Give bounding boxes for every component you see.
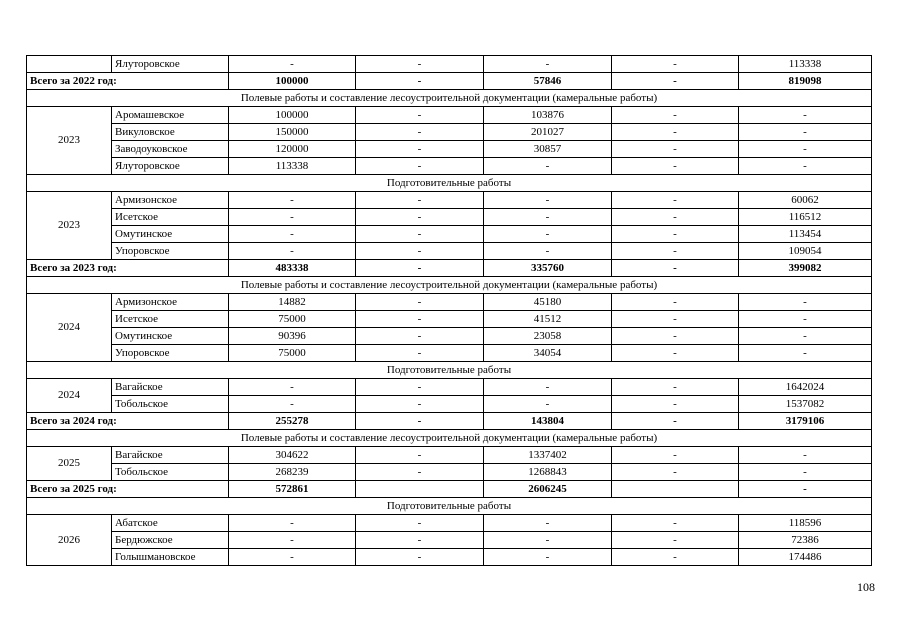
table-row bbox=[27, 379, 872, 396]
section-title: Подготовительные работы bbox=[27, 175, 872, 192]
value-cell: - bbox=[356, 447, 484, 464]
district-name: Викуловское bbox=[112, 124, 229, 141]
value-cell: - bbox=[356, 294, 484, 311]
value-cell: - bbox=[484, 515, 612, 532]
value-cell: 1268843 bbox=[484, 464, 612, 481]
value-cell: - bbox=[356, 141, 484, 158]
value-cell: 268239 bbox=[229, 464, 356, 481]
table-row bbox=[27, 345, 872, 362]
value-cell: - bbox=[612, 515, 739, 532]
district-name: Голышмановское bbox=[112, 549, 229, 566]
value-cell: - bbox=[356, 243, 484, 260]
district-name: Омутинское bbox=[112, 328, 229, 345]
value-cell: 30857 bbox=[484, 141, 612, 158]
district-name: Бердюжское bbox=[112, 532, 229, 549]
district-name: Армизонское bbox=[112, 294, 229, 311]
section-title: Полевые работы и составление лесоустроительной документации (камеральные работы) bbox=[27, 90, 872, 107]
total-value: - bbox=[739, 481, 872, 498]
section-title: Подготовительные работы bbox=[27, 498, 872, 515]
value-cell: - bbox=[612, 294, 739, 311]
section-header-row bbox=[27, 175, 872, 192]
value-cell: 90396 bbox=[229, 328, 356, 345]
value-cell: 150000 bbox=[229, 124, 356, 141]
value-cell: 75000 bbox=[229, 311, 356, 328]
table-row bbox=[27, 192, 872, 209]
district-name: Абатское bbox=[112, 515, 229, 532]
section-title: Полевые работы и составление лесоустроительной документации (камеральные работы) bbox=[27, 277, 872, 294]
value-cell: 113338 bbox=[739, 56, 872, 73]
value-cell: 120000 bbox=[229, 141, 356, 158]
table-row bbox=[27, 311, 872, 328]
value-cell: - bbox=[612, 532, 739, 549]
value-cell: - bbox=[612, 464, 739, 481]
value-cell: 103876 bbox=[484, 107, 612, 124]
district-name: Ялуторовское bbox=[112, 158, 229, 175]
value-cell: - bbox=[356, 209, 484, 226]
value-cell: - bbox=[484, 396, 612, 413]
value-cell: - bbox=[612, 209, 739, 226]
value-cell: 45180 bbox=[484, 294, 612, 311]
value-cell: - bbox=[484, 549, 612, 566]
value-cell: - bbox=[612, 549, 739, 566]
value-cell: 41512 bbox=[484, 311, 612, 328]
district-name: Вагайское bbox=[112, 379, 229, 396]
value-cell: - bbox=[484, 226, 612, 243]
value-cell: - bbox=[484, 209, 612, 226]
value-cell: - bbox=[484, 56, 612, 73]
value-cell: - bbox=[484, 158, 612, 175]
value-cell: - bbox=[739, 107, 872, 124]
district-name: Тобольское bbox=[112, 464, 229, 481]
value-cell: - bbox=[484, 379, 612, 396]
total-value: 2606245 bbox=[484, 481, 612, 498]
section-header-row bbox=[27, 90, 872, 107]
value-cell: - bbox=[229, 243, 356, 260]
value-cell: - bbox=[612, 345, 739, 362]
total-value: 255278 bbox=[229, 413, 356, 430]
table-row bbox=[27, 549, 872, 566]
value-cell: - bbox=[356, 192, 484, 209]
district-name: Ялуторовское bbox=[112, 56, 229, 73]
district-name: Упоровское bbox=[112, 243, 229, 260]
value-cell: - bbox=[612, 447, 739, 464]
section-header-row bbox=[27, 430, 872, 447]
total-value: 100000 bbox=[229, 73, 356, 90]
district-name: Вагайское bbox=[112, 447, 229, 464]
total-row bbox=[27, 73, 872, 90]
section-header-row bbox=[27, 277, 872, 294]
value-cell: - bbox=[612, 328, 739, 345]
value-cell: - bbox=[356, 328, 484, 345]
year-cell: 2025 bbox=[27, 447, 112, 481]
year-cell bbox=[27, 56, 112, 73]
value-cell: - bbox=[612, 158, 739, 175]
table-row bbox=[27, 447, 872, 464]
section-header-row bbox=[27, 362, 872, 379]
value-cell: - bbox=[739, 141, 872, 158]
value-cell: - bbox=[356, 56, 484, 73]
value-cell: - bbox=[612, 379, 739, 396]
value-cell: - bbox=[612, 107, 739, 124]
value-cell: - bbox=[739, 447, 872, 464]
value-cell: - bbox=[612, 226, 739, 243]
value-cell: - bbox=[356, 124, 484, 141]
value-cell: - bbox=[484, 532, 612, 549]
value-cell: - bbox=[484, 243, 612, 260]
value-cell: - bbox=[739, 294, 872, 311]
table-row bbox=[27, 209, 872, 226]
value-cell: 1537082 bbox=[739, 396, 872, 413]
total-value: - bbox=[612, 73, 739, 90]
value-cell: - bbox=[229, 56, 356, 73]
value-cell: - bbox=[229, 192, 356, 209]
value-cell: - bbox=[356, 379, 484, 396]
total-value bbox=[356, 481, 484, 498]
value-cell: - bbox=[229, 549, 356, 566]
value-cell: 109054 bbox=[739, 243, 872, 260]
total-value: - bbox=[356, 73, 484, 90]
value-cell: - bbox=[612, 243, 739, 260]
total-value: - bbox=[612, 413, 739, 430]
total-value: 335760 bbox=[484, 260, 612, 277]
value-cell: - bbox=[612, 56, 739, 73]
value-cell: - bbox=[229, 532, 356, 549]
value-cell: - bbox=[612, 192, 739, 209]
total-label: Всего за 2022 год: bbox=[27, 73, 229, 90]
total-value: 57846 bbox=[484, 73, 612, 90]
section-title: Полевые работы и составление лесоустроительной документации (камеральные работы) bbox=[27, 430, 872, 447]
district-name: Армизонское bbox=[112, 192, 229, 209]
table-row bbox=[27, 56, 872, 73]
value-cell: - bbox=[356, 158, 484, 175]
value-cell: - bbox=[356, 226, 484, 243]
value-cell: 72386 bbox=[739, 532, 872, 549]
district-name: Исетское bbox=[112, 209, 229, 226]
value-cell: 1642024 bbox=[739, 379, 872, 396]
table-row bbox=[27, 107, 872, 124]
table-row bbox=[27, 464, 872, 481]
forest-works-table bbox=[26, 55, 872, 566]
value-cell: 60062 bbox=[739, 192, 872, 209]
year-cell: 2024 bbox=[27, 294, 112, 362]
value-cell: 75000 bbox=[229, 345, 356, 362]
table-body bbox=[27, 56, 872, 566]
total-label: Всего за 2025 год: bbox=[27, 481, 229, 498]
value-cell: 23058 bbox=[484, 328, 612, 345]
value-cell: - bbox=[229, 226, 356, 243]
year-cell: 2023 bbox=[27, 107, 112, 175]
total-label: Всего за 2023 год: bbox=[27, 260, 229, 277]
total-value: 143804 bbox=[484, 413, 612, 430]
table-row bbox=[27, 158, 872, 175]
value-cell: - bbox=[612, 396, 739, 413]
total-value: - bbox=[356, 413, 484, 430]
district-name: Омутинское bbox=[112, 226, 229, 243]
total-row bbox=[27, 260, 872, 277]
year-cell: 2026 bbox=[27, 515, 112, 566]
value-cell: 34054 bbox=[484, 345, 612, 362]
table-row bbox=[27, 294, 872, 311]
total-value: 3179106 bbox=[739, 413, 872, 430]
total-row bbox=[27, 481, 872, 498]
value-cell: - bbox=[612, 124, 739, 141]
value-cell: - bbox=[229, 379, 356, 396]
value-cell: 14882 bbox=[229, 294, 356, 311]
value-cell: - bbox=[739, 311, 872, 328]
value-cell: - bbox=[739, 328, 872, 345]
value-cell: - bbox=[229, 515, 356, 532]
value-cell: - bbox=[356, 396, 484, 413]
table-row bbox=[27, 141, 872, 158]
value-cell: - bbox=[739, 124, 872, 141]
value-cell: 118596 bbox=[739, 515, 872, 532]
total-value: 819098 bbox=[739, 73, 872, 90]
total-value: - bbox=[356, 260, 484, 277]
value-cell: - bbox=[229, 209, 356, 226]
value-cell: - bbox=[356, 532, 484, 549]
value-cell: - bbox=[356, 549, 484, 566]
value-cell: - bbox=[739, 464, 872, 481]
value-cell: 201027 bbox=[484, 124, 612, 141]
value-cell: - bbox=[229, 396, 356, 413]
value-cell: 100000 bbox=[229, 107, 356, 124]
total-value: 572861 bbox=[229, 481, 356, 498]
value-cell: - bbox=[612, 311, 739, 328]
value-cell: - bbox=[356, 311, 484, 328]
value-cell: - bbox=[356, 515, 484, 532]
table-row bbox=[27, 226, 872, 243]
value-cell: - bbox=[356, 345, 484, 362]
total-value: - bbox=[612, 260, 739, 277]
value-cell: 116512 bbox=[739, 209, 872, 226]
table-row bbox=[27, 124, 872, 141]
district-name: Аромашевское bbox=[112, 107, 229, 124]
value-cell: - bbox=[739, 158, 872, 175]
value-cell: 174486 bbox=[739, 549, 872, 566]
value-cell: - bbox=[356, 107, 484, 124]
value-cell: 113454 bbox=[739, 226, 872, 243]
year-cell: 2023 bbox=[27, 192, 112, 260]
year-cell: 2024 bbox=[27, 379, 112, 413]
section-title: Подготовительные работы bbox=[27, 362, 872, 379]
table-row bbox=[27, 532, 872, 549]
table-row bbox=[27, 515, 872, 532]
value-cell: - bbox=[356, 464, 484, 481]
value-cell: - bbox=[739, 345, 872, 362]
total-value bbox=[612, 481, 739, 498]
district-name: Тобольское bbox=[112, 396, 229, 413]
total-label: Всего за 2024 год: bbox=[27, 413, 229, 430]
table-row bbox=[27, 328, 872, 345]
value-cell: 113338 bbox=[229, 158, 356, 175]
value-cell: - bbox=[484, 192, 612, 209]
total-value: 483338 bbox=[229, 260, 356, 277]
value-cell: 1337402 bbox=[484, 447, 612, 464]
page-number: 108 bbox=[857, 580, 875, 594]
district-name: Упоровское bbox=[112, 345, 229, 362]
table-row bbox=[27, 396, 872, 413]
section-header-row bbox=[27, 498, 872, 515]
total-value: 399082 bbox=[739, 260, 872, 277]
total-row bbox=[27, 413, 872, 430]
district-name: Исетское bbox=[112, 311, 229, 328]
table-row bbox=[27, 243, 872, 260]
value-cell: 304622 bbox=[229, 447, 356, 464]
value-cell: - bbox=[612, 141, 739, 158]
district-name: Заводоуковское bbox=[112, 141, 229, 158]
